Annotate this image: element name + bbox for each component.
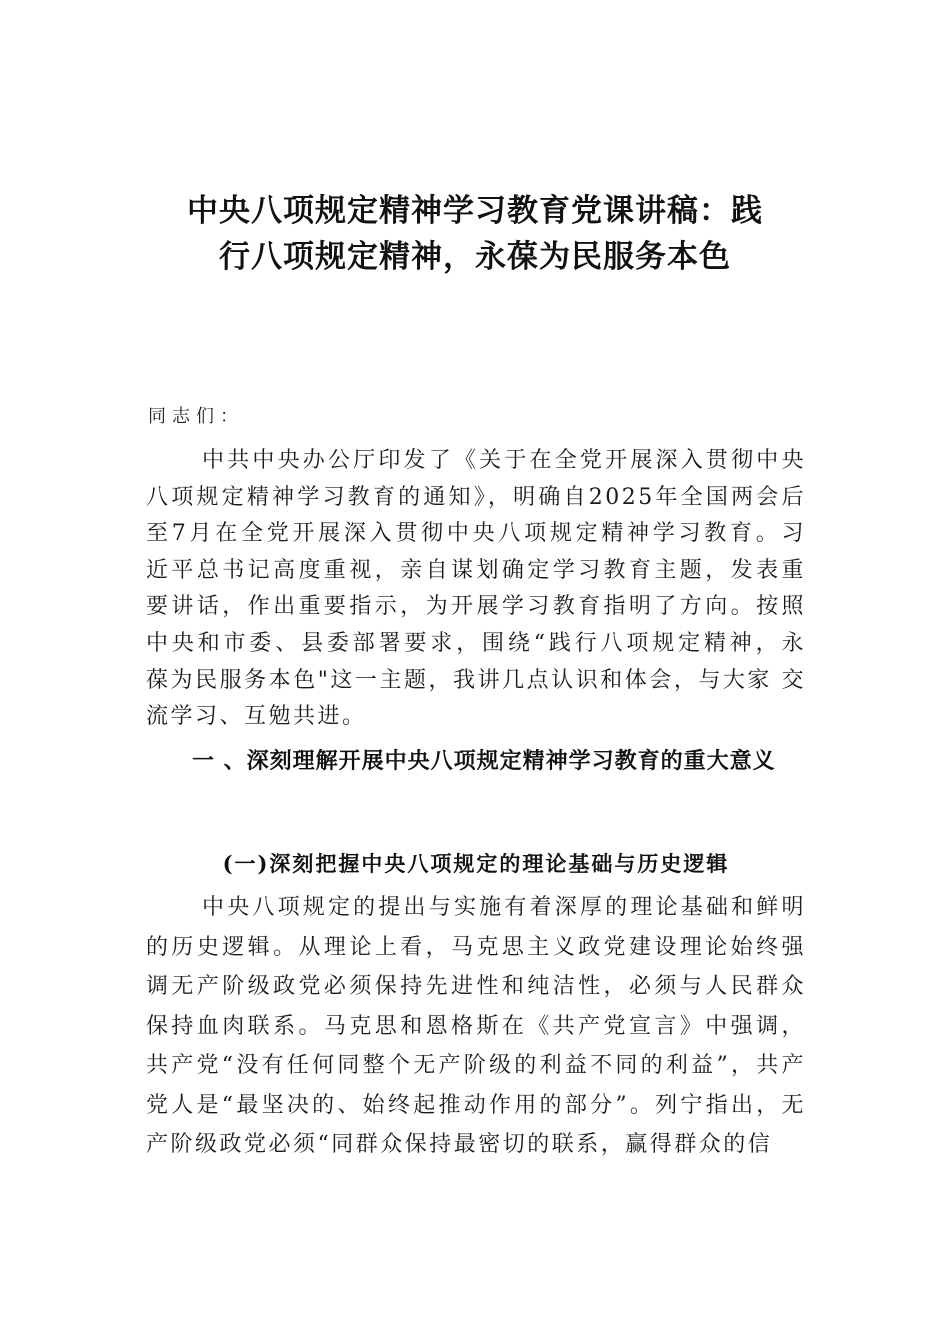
title-line-2: 行八项规定精神，永葆为民服务本色 [219,239,731,275]
document-title [140,188,810,280]
paragraph-intro: 中共中央办公厅印发了《关于在全党开展深入贯彻中央八项规定精神学习教育的通知》，明确自2025年全国两会后 至7月在全党开展深入贯彻中央八项规定精神学习教育。习 近平总书记高度重视，亲自谋划确定学习教育主题，发表重 要讲话，作出重要指示，为开展学习教育指明了方向。按照 中央和市委、县委部署要求，围绕“践行八项规定精神，永 葆为民服务本色"这一主题，我讲几点认识和体会，与大家 交流学习、互勉共进。 [146,448,806,730]
paragraph-theory: 中央八项规定的提出与实施有着深厚的理论基础和鲜明的历史逻辑。从理论上看，马克思主义政党建设理论始终强调无产阶级政党必须保持先进性和纯洁性，必须与人民群众保持血肉联系。马克思和恩格斯在《共产党宣言》中强调，共产党“没有任何同整个无产阶级的利益不同的利益”，共产党人是“最坚决的、始终起推动作用的部分”。列宁指出，无产阶级政党必须“同群众保持最密切的联系，赢得群众的信 [146,895,806,1157]
section-heading-1: 一 、深刻理解开展中央八项规定精神学习教育的重大意义 [192,749,776,774]
subsection-heading-1: (一)深刻把握中央八项规定的理论基础与历史逻辑 [222,851,730,876]
title-line-1: 中央八项规定精神学习教育党课讲稿：践 [187,193,763,229]
salutation: 同志们： [148,406,244,427]
